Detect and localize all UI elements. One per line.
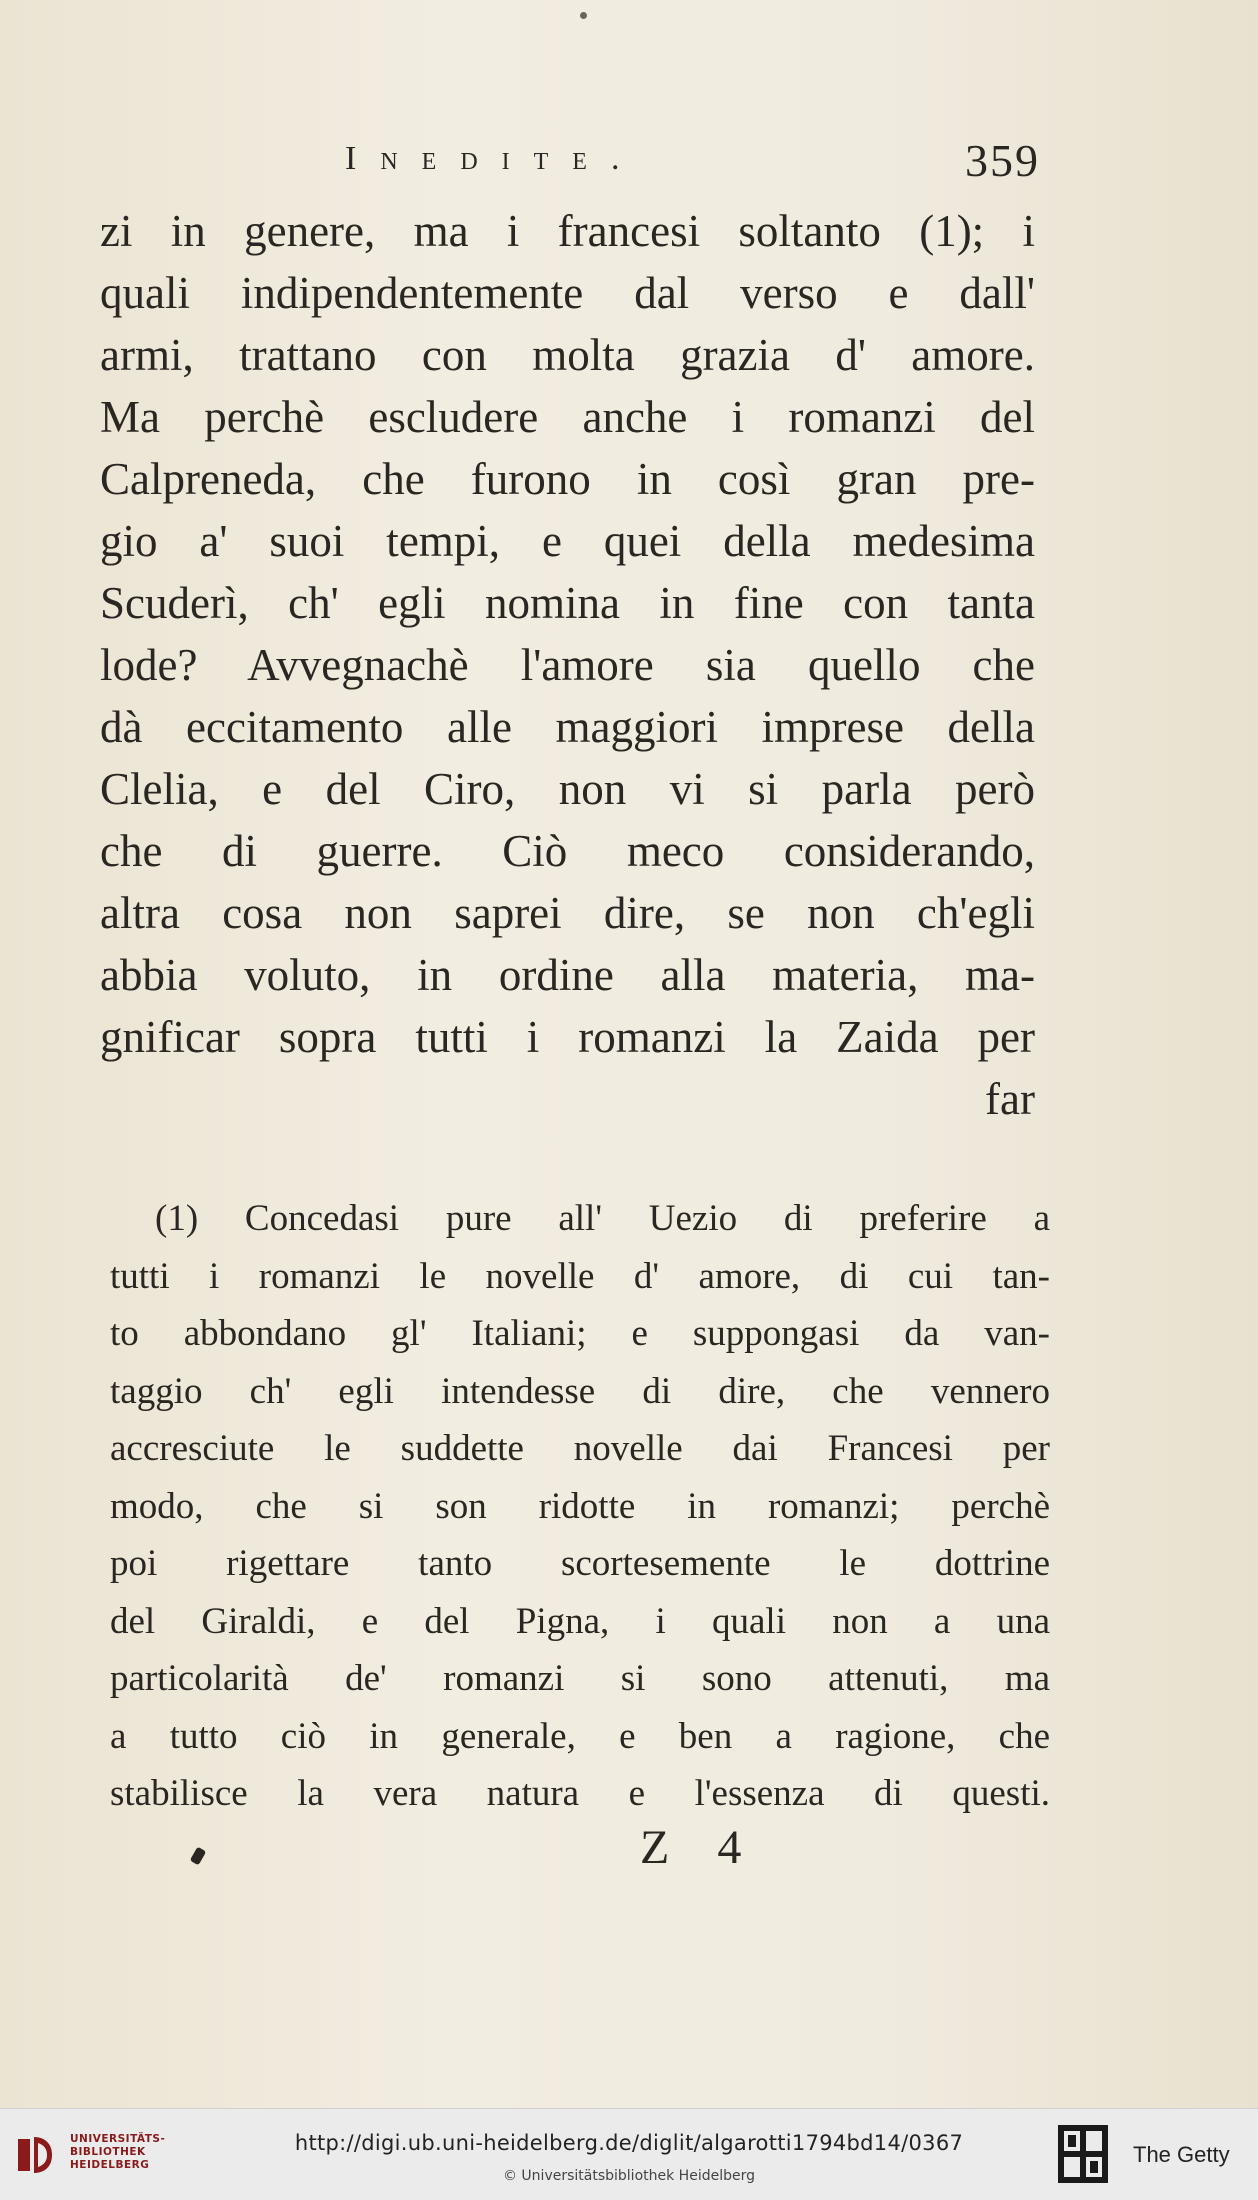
footnote-line: accresciute le suddette novelle dai Francesi per [110, 1428, 1050, 1469]
text-line: gnificar sopra tutti i romanzi la Zaida per [100, 1012, 1035, 1062]
ink-mark [190, 1847, 207, 1866]
text-line: Scuderì, ch' egli nomina in fine con tanta [100, 578, 1035, 628]
text-line: Calpreneda, che furono in così gran pre- [100, 454, 1035, 504]
text-line: Clelia, e del Ciro, non vi si parla però [100, 764, 1035, 814]
logo-line: HEIDELBERG [70, 2159, 150, 2171]
footnote-line: del Giraldi, e del Pigna, i quali non a una [110, 1600, 1050, 1642]
text-line: altra cosa non saprei dire, se non ch'egli [100, 888, 1035, 938]
text-line: abbia voluto, in ordine alla materia, ma- [100, 950, 1035, 1000]
running-head: Inedite. [345, 140, 644, 177]
footnote [110, 1190, 1050, 1823]
viewer-footer [0, 2108, 1258, 2200]
permalink-url[interactable]: http://digi.ub.uni-heidelberg.de/diglit/algarotti1794bd14/0367 [294, 2131, 964, 2155]
page-header [345, 135, 1040, 200]
footnote-line: to abbondano gl' Italiani; e suppongasi da van- [110, 1313, 1050, 1354]
signature-mark: Z 4 [640, 1821, 760, 1874]
text-line: gio a' suoi tempi, e quei della medesima [100, 516, 1035, 566]
footnote-line: particolarità de' romanzi si sono attenuti, ma [110, 1658, 1050, 1699]
text-line: armi, trattano con molta grazia d' amore. [100, 330, 1035, 380]
text-line: Ma perchè escludere anche i romanzi del [100, 392, 1035, 442]
logo-line: BIBLIOTHEK [70, 2146, 146, 2158]
text-line: zi in genere, ma i francesi soltanto (1); i [100, 206, 1035, 256]
getty-logo-icon[interactable] [1058, 2125, 1108, 2183]
footnote-line: tutti i romanzi le novelle d' amore, di cui tan- [110, 1255, 1050, 1297]
main-text [100, 200, 1035, 1130]
logo-line: UNIVERSITÄTS- [70, 2133, 166, 2145]
copyright-notice: © Universitätsbibliothek Heidelberg [502, 2168, 755, 2184]
partner-name[interactable]: The Getty [1133, 2142, 1230, 2167]
catchword: far [985, 1074, 1035, 1124]
footnote-line: modo, che si son ridotte in romanzi; perchè [110, 1485, 1050, 1527]
page-number: 359 [965, 135, 1040, 186]
footnote-line: a tutto ciò in generale, e ben a ragione, che [110, 1715, 1050, 1757]
text-line: che di guerre. Ciò meco considerando, [100, 826, 1035, 876]
footnote-line: stabilisce la vera natura e l'essenza di questi. [110, 1773, 1050, 1814]
text-line: lode? Avvegnachè l'amore sia quello che [100, 640, 1035, 690]
footnote-line: taggio ch' egli intendesse di dire, che vennero [110, 1370, 1050, 1412]
ink-dot [580, 12, 587, 19]
footnote-line: poi rigettare tanto scortesemente le dottrine [110, 1543, 1050, 1584]
text-line: quali indipendentemente dal verso e dall' [100, 268, 1035, 318]
footnote-line: (1) Concedasi pure all' Uezio di preferire a [155, 1198, 1050, 1239]
text-line: dà eccitamento alle maggiori imprese della [100, 702, 1035, 752]
